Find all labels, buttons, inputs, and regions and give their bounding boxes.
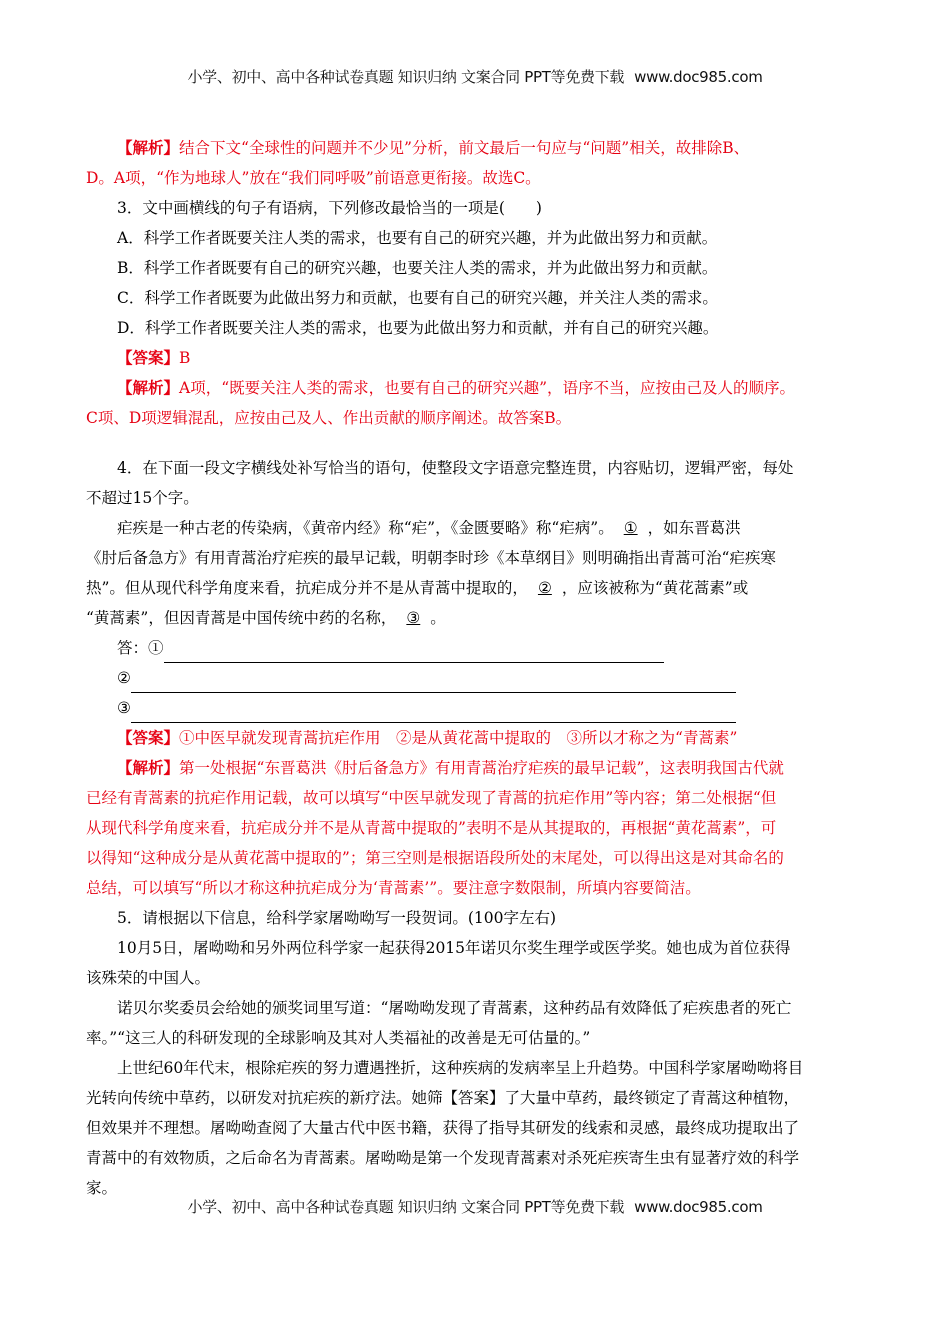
answer-tag: 【答案】 — [117, 348, 180, 367]
answer-tag: 【答案】 — [117, 728, 180, 747]
q3-stem: 3．文中画横线的句子有语病，下列修改最恰当的一项是( ) — [117, 199, 542, 217]
analysis-tag: 【解析】 — [117, 138, 180, 157]
q4-answer: 【答案】①中医早就发现青蒿抗疟作用 ②是从黄花蒿中提取的 ③所以才称之为“青蒿素” — [117, 728, 738, 747]
q4-passage-line3: 热”。但从现代科学角度来看，抗疟成分并不是从青蒿中提取的， ② ，应该被称为“黄花蒿素”或 — [86, 573, 856, 603]
q4-passage-line4: “黄蒿素”，但因青蒿是中国传统中药的名称， ③ 。 — [86, 603, 856, 633]
header-text: 小学、初中、高中各种试卷真题 知识归纳 文案合同 PPT等免费下载 — [187, 68, 625, 86]
q5-para2-line1: 诺贝尔奖委员会给她的颁奖词里写道：“屠呦呦发现了青蒿素，这种药品有效降低了疟疾患者的死亡 — [117, 999, 792, 1017]
q5-para3-line1: 上世纪60年代末，根除疟疾的努力遭遇挫折，这种疾病的发病率呈上升趋势。中国科学家屠呦呦将目 — [117, 1059, 804, 1077]
q4-analysis-line2: 已经有青蒿素的抗疟作用记载，故可以填写“中医早就发现了青蒿的抗疟作用”等内容；第二处根据“但 — [86, 789, 777, 807]
answer-blank-3[interactable] — [131, 702, 736, 723]
q4-stem-line1: 4．在下面一段文字横线处补写恰当的语句，使整段文字语意完整连贯，内容贴切，逻辑严密，每处 — [117, 459, 794, 477]
q5-para2-line2: 率。”“这三人的科研发现的全球影响及其对人类福祉的改善是无可估量的。” — [86, 1029, 591, 1047]
q5-stem: 5．请根据以下信息，给科学家屠呦呦写一段贺词。(100字左右) — [117, 909, 557, 927]
q2-analysis-line2: D。A项，“作为地球人”放在“我们同呼吸”前语意更衔接。故选C。 — [86, 169, 541, 187]
footer-url[interactable]: www.doc985.com — [634, 1198, 763, 1216]
q4-passage-line2: 《肘后备急方》有用青蒿治疗疟疾的最早记载，明朝李时珍《本草纲目》则明确指出青蒿可治“疟疾寒 — [86, 549, 776, 567]
q3-answer: 【答案】B — [117, 348, 191, 367]
q4-answer-line-3: ③ — [86, 693, 856, 723]
footer-text: 小学、初中、高中各种试卷真题 知识归纳 文案合同 PPT等免费下载 — [187, 1198, 625, 1216]
q4-analysis-line5: 总结，可以填写“所以才称这种抗疟成分为‘青蒿素’”。要注意字数限制，所填内容要简洁。 — [86, 879, 701, 897]
q4-answer-line-1: 答：① — [86, 633, 856, 663]
spacer — [86, 433, 856, 453]
q3-analysis-line1: 【解析】A项，“既要关注人类的需求，也要有自己的研究兴趣”，语序不当，应按由己及人的顺序。 — [117, 378, 796, 397]
q4-stem-line2: 不超过15个字。 — [86, 489, 199, 507]
blank-1: ① — [623, 519, 638, 537]
q3-option-d: D．科学工作者既要关注人类的需求，也要为此做出努力和贡献，并有自己的研究兴趣。 — [117, 319, 719, 337]
blank-3: ③ — [406, 609, 421, 627]
q2-analysis-line1: 【解析】结合下文“全球性的问题并不少见”分析，前文最后一句应与“问题”相关，故排除B、 — [117, 138, 750, 157]
q3-option-b: B．科学工作者既要有自己的研究兴趣，也要关注人类的需求，并为此做出努力和贡献。 — [117, 259, 718, 277]
analysis-tag: 【解析】 — [117, 758, 180, 777]
q3-analysis-line2: C项、D项逻辑混乱，应按由己及人、作出贡献的顺序阐述。故答案B。 — [86, 409, 572, 427]
q4-analysis-line4: 以得知“这种成分是从黄花蒿中提取的”；第三空则是根据语段所处的末尾处，可以得出这是对其命名的 — [86, 849, 784, 867]
q5-para3-line3: 但效果并不理想。屠呦呦查阅了大量古代中医书籍，获得了指导其研发的线索和灵感，最终成功提取出了 — [86, 1119, 800, 1137]
q5-para1-line1: 10月5日，屠呦呦和另外两位科学家一起获得2015年诺贝尔奖生理学或医学奖。她也成为首位获得 — [117, 939, 791, 957]
q4-analysis-line1: 【解析】第一处根据“东晋葛洪《肘后备急方》有用青蒿治疗疟疾的最早记载”，这表明我国古代就 — [117, 758, 784, 777]
q4-passage-line1: 疟疾是一种古老的传染病，《黄帝内经》称“疟”，《金匮要略》称“疟病”。 ① ，如东晋葛洪 — [86, 513, 856, 543]
q4-analysis-line3: 从现代科学角度来看，抗疟成分并不是从青蒿中提取的”表明不是从其提取的，再根据“黄花蒿素”，可 — [86, 819, 777, 837]
blank-2: ② — [537, 579, 552, 597]
page-header — [0, 66, 950, 87]
q3-option-c: C．科学工作者既要为此做出努力和贡献，也要有自己的研究兴趣，并关注人类的需求。 — [117, 289, 718, 307]
q5-para3-line5: 家。 — [86, 1179, 118, 1197]
header-url[interactable]: www.doc985.com — [634, 68, 763, 86]
answer-blank-1[interactable] — [164, 642, 664, 663]
analysis-tag: 【解析】 — [117, 378, 180, 397]
page-footer — [0, 1196, 950, 1217]
q5-para3-line2: 光转向传统中草药，以研发对抗疟疾的新疗法。她筛【答案】了大量中草药，最终锁定了青蒿这种植物， — [86, 1089, 800, 1107]
document-body — [86, 133, 856, 1203]
q3-option-a: A．科学工作者既要关注人类的需求，也要有自己的研究兴趣，并为此做出努力和贡献。 — [117, 229, 718, 247]
q5-para3-line4: 青蒿中的有效物质，之后命名为青蒿素。屠呦呦是第一个发现青蒿素对杀死疟疾寄生虫有显著疗效的科学 — [86, 1149, 800, 1167]
q5-para1-line2: 该殊荣的中国人。 — [86, 969, 211, 987]
q4-answer-line-2: ② — [86, 663, 856, 693]
answer-blank-2[interactable] — [131, 672, 736, 693]
